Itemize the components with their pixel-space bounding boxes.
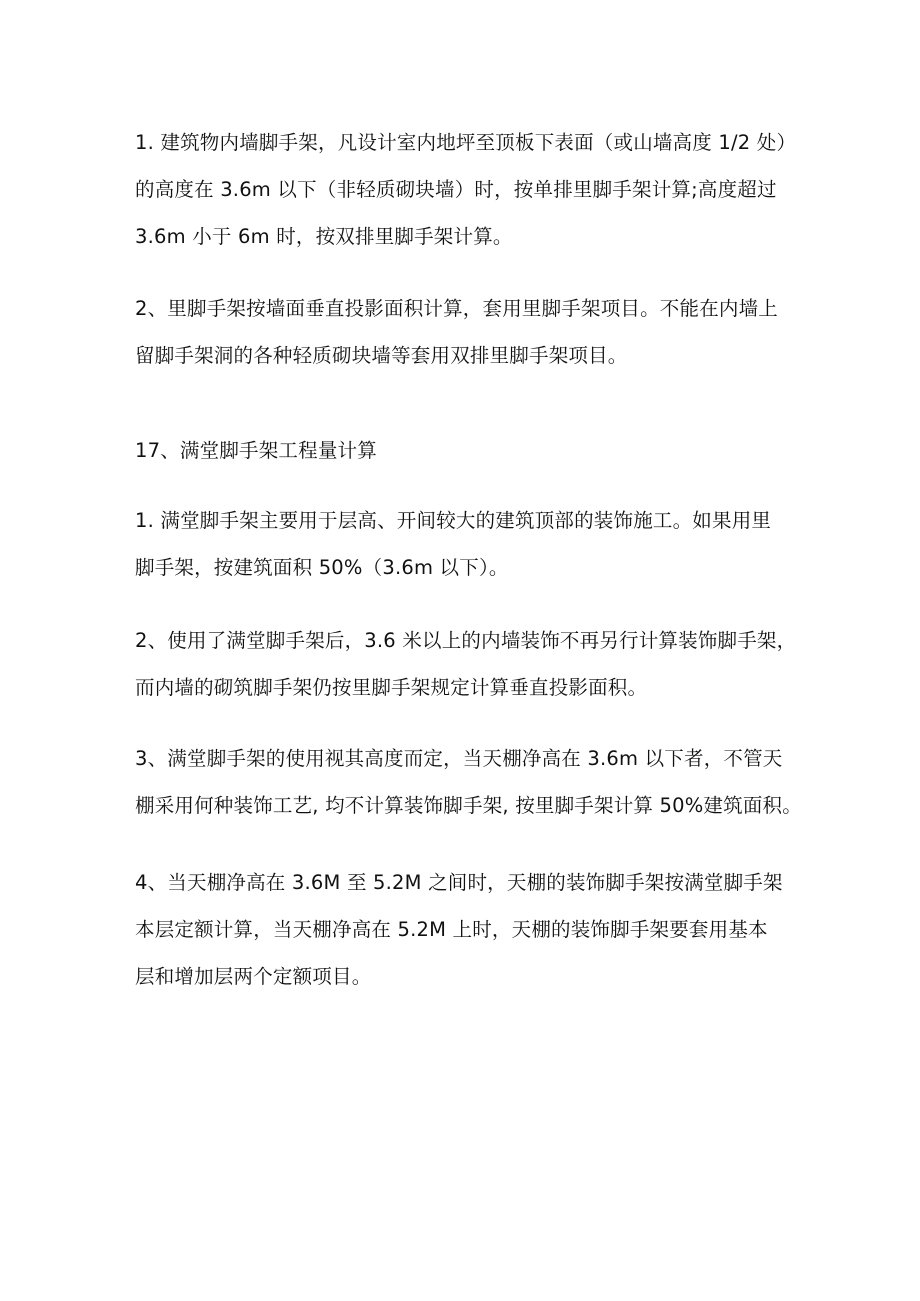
text-line: 棚采用何种装饰工艺, 均不计算装饰脚手架, 按里脚手架计算 50%建筑面积。: [135, 794, 802, 817]
text-line: 的高度在 3.6m 以下（非轻质砌块墙）时，按单排里脚手架计算;高度超过: [135, 178, 777, 201]
text-line: 层和增加层两个定额项目。: [135, 965, 372, 988]
text-line: 留脚手架洞的各种轻质砌块墙等套用双排里脚手架项目。: [135, 344, 628, 367]
text-line: 4、当天棚净高在 3.6M 至 5.2M 之间时，天棚的装饰脚手架按满堂脚手架: [135, 871, 783, 894]
text-line: 1. 建筑物内墙脚手架，凡设计室内地坪至顶板下表面（或山墙高度 1/2 处）: [135, 131, 797, 154]
text-line: 2、使用了满堂脚手架后，3.6 米以上的内墙装饰不再另行计算装饰脚手架，: [135, 629, 797, 652]
text-line: 2、里脚手架按墙面垂直投影面积计算，套用里脚手架项目。不能在内墙上: [135, 297, 779, 320]
text-line: 而内墙的砌筑脚手架仍按里脚手架规定计算垂直投影面积。: [135, 676, 648, 699]
text-line: 脚手架，按建筑面积 50%（3.6m 以下）。: [135, 556, 509, 579]
text-line: 本层定额计算，当天棚净高在 5.2M 上时，天棚的装饰脚手架要套用基本: [135, 918, 768, 941]
text-line: 1. 满堂脚手架主要用于层高、开间较大的建筑顶部的装饰施工。如果用里: [135, 509, 772, 532]
text-line: 3.6m 小于 6m 时，按双排里脚手架计算。: [135, 225, 513, 248]
text-line: 17、满堂脚手架工程量计算: [135, 439, 377, 462]
text-line: 3、满堂脚手架的使用视其高度而定，当天棚净高在 3.6m 以下者，不管天: [135, 747, 783, 770]
